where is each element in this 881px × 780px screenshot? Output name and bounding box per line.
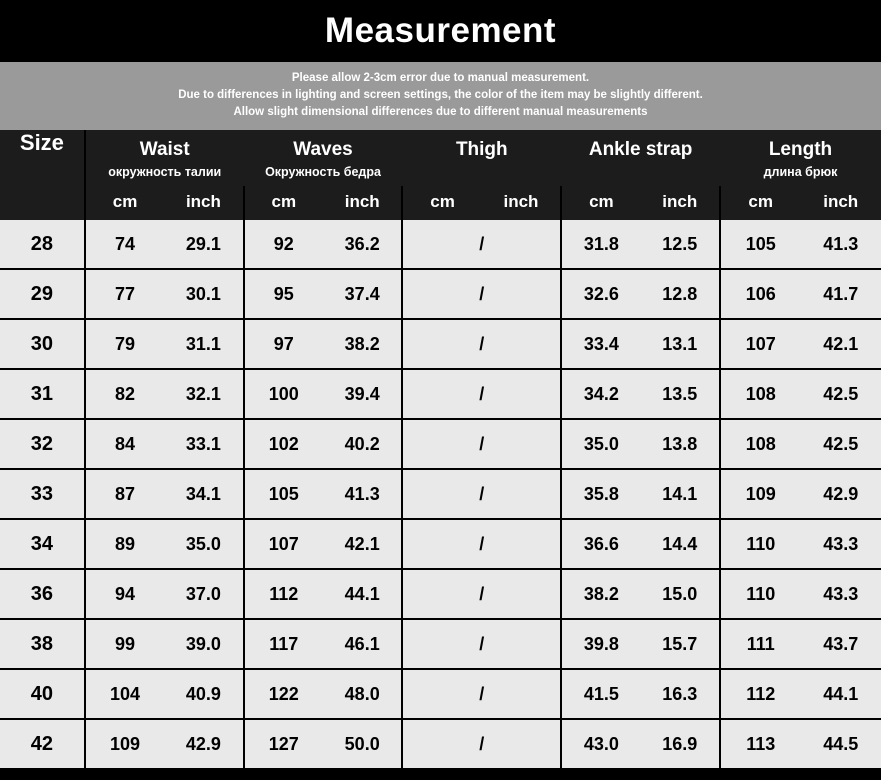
header-group-waist-sub: окружность талии — [108, 165, 222, 179]
table-row — [0, 469, 881, 519]
cell-waves-cm: 105 — [244, 469, 323, 519]
cell-length-inch: 44.1 — [800, 669, 881, 719]
cell-length-inch: 43.7 — [800, 619, 881, 669]
notes-band — [0, 62, 881, 130]
header-unit-row — [0, 186, 881, 220]
header-group-waves — [244, 130, 403, 186]
header-group-ankle-strap-sub — [561, 163, 720, 171]
cell-waves-inch: 40.2 — [323, 419, 402, 469]
cell-waist-inch: 29.1 — [164, 220, 243, 269]
cell-length-cm: 108 — [720, 369, 800, 419]
unit-thigh-cm: cm — [402, 186, 481, 220]
cell-waves-cm: 117 — [244, 619, 323, 669]
header-group-ankle-strap-title: Ankle strap — [588, 139, 693, 160]
cell-ankle-strap-inch: 13.5 — [641, 369, 720, 419]
cell-length-inch: 41.7 — [800, 269, 881, 319]
cell-length-inch: 42.9 — [800, 469, 881, 519]
cell-thigh: / — [402, 519, 561, 569]
note-line-3: Allow slight dimensional differences due to different manual measurements — [233, 106, 648, 118]
table-row — [0, 419, 881, 469]
cell-ankle-strap-cm: 33.4 — [561, 319, 640, 369]
cell-waves-cm: 107 — [244, 519, 323, 569]
cell-length-inch: 43.3 — [800, 569, 881, 619]
cell-waist-inch: 37.0 — [164, 569, 243, 619]
cell-size: 33 — [0, 469, 85, 519]
unit-length-inch: inch — [800, 186, 881, 220]
cell-thigh: / — [402, 719, 561, 768]
measurement-table — [0, 130, 881, 768]
cell-waves-inch: 37.4 — [323, 269, 402, 319]
header-group-waist — [85, 130, 244, 186]
cell-waves-inch: 39.4 — [323, 369, 402, 419]
cell-size: 30 — [0, 319, 85, 369]
cell-ankle-strap-cm: 34.2 — [561, 369, 640, 419]
cell-thigh: / — [402, 369, 561, 419]
cell-ankle-strap-inch: 13.8 — [641, 419, 720, 469]
cell-waist-cm: 74 — [85, 220, 164, 269]
cell-waist-cm: 89 — [85, 519, 164, 569]
cell-size: 36 — [0, 569, 85, 619]
table-row — [0, 319, 881, 369]
cell-thigh: / — [402, 269, 561, 319]
cell-thigh: / — [402, 569, 561, 619]
table-row — [0, 519, 881, 569]
cell-length-cm: 109 — [720, 469, 800, 519]
cell-waist-cm: 82 — [85, 369, 164, 419]
cell-thigh: / — [402, 469, 561, 519]
cell-size: 34 — [0, 519, 85, 569]
cell-waist-cm: 94 — [85, 569, 164, 619]
cell-thigh: / — [402, 220, 561, 269]
cell-size: 32 — [0, 419, 85, 469]
header-size: Size — [0, 130, 85, 220]
cell-waves-inch: 38.2 — [323, 319, 402, 369]
cell-ankle-strap-cm: 31.8 — [561, 220, 640, 269]
header-group-thigh-title: Thigh — [455, 139, 508, 160]
cell-waves-cm: 112 — [244, 569, 323, 619]
cell-ankle-strap-cm: 39.8 — [561, 619, 640, 669]
table-row — [0, 220, 881, 269]
cell-waves-cm: 97 — [244, 319, 323, 369]
cell-waist-inch: 40.9 — [164, 669, 243, 719]
unit-ankle-strap-inch: inch — [641, 186, 720, 220]
cell-waves-inch: 48.0 — [323, 669, 402, 719]
cell-ankle-strap-cm: 35.8 — [561, 469, 640, 519]
cell-waves-cm: 100 — [244, 369, 323, 419]
cell-ankle-strap-inch: 14.4 — [641, 519, 720, 569]
note-line-1: Please allow 2-3cm error due to manual measurement. — [291, 72, 590, 84]
header-group-length-sub: длина брюк — [763, 165, 838, 179]
unit-thigh-inch: inch — [482, 186, 561, 220]
header-group-length — [720, 130, 881, 186]
cell-waist-cm: 87 — [85, 469, 164, 519]
header-group-length-title: Length — [768, 139, 833, 160]
cell-waist-inch: 35.0 — [164, 519, 243, 569]
cell-waves-inch: 44.1 — [323, 569, 402, 619]
cell-length-cm: 110 — [720, 569, 800, 619]
cell-ankle-strap-inch: 14.1 — [641, 469, 720, 519]
table-row — [0, 719, 881, 768]
cell-waves-inch: 36.2 — [323, 220, 402, 269]
cell-length-cm: 106 — [720, 269, 800, 319]
cell-ankle-strap-inch: 15.7 — [641, 619, 720, 669]
cell-waist-inch: 31.1 — [164, 319, 243, 369]
header-group-thigh — [402, 130, 561, 186]
unit-length-cm: cm — [720, 186, 800, 220]
cell-length-cm: 110 — [720, 519, 800, 569]
header-group-waves-title: Waves — [293, 139, 353, 160]
header-group-thigh-sub — [402, 163, 561, 171]
cell-length-inch: 43.3 — [800, 519, 881, 569]
unit-waves-inch: inch — [323, 186, 402, 220]
unit-ankle-strap-cm: cm — [561, 186, 640, 220]
page-title: Measurement — [324, 11, 557, 50]
cell-waves-inch: 46.1 — [323, 619, 402, 669]
cell-size: 40 — [0, 669, 85, 719]
cell-ankle-strap-inch: 16.3 — [641, 669, 720, 719]
cell-size: 28 — [0, 220, 85, 269]
cell-ankle-strap-cm: 41.5 — [561, 669, 640, 719]
cell-waves-inch: 42.1 — [323, 519, 402, 569]
cell-ankle-strap-inch: 12.5 — [641, 220, 720, 269]
cell-length-cm: 112 — [720, 669, 800, 719]
cell-waist-cm: 84 — [85, 419, 164, 469]
cell-waist-cm: 99 — [85, 619, 164, 669]
cell-ankle-strap-cm: 38.2 — [561, 569, 640, 619]
cell-thigh: / — [402, 619, 561, 669]
cell-ankle-strap-inch: 13.1 — [641, 319, 720, 369]
cell-length-cm: 108 — [720, 419, 800, 469]
header-group-waist-title: Waist — [139, 139, 190, 160]
table-body — [0, 220, 881, 768]
cell-length-cm: 113 — [720, 719, 800, 768]
cell-waist-inch: 34.1 — [164, 469, 243, 519]
cell-waves-cm: 102 — [244, 419, 323, 469]
cell-ankle-strap-cm: 36.6 — [561, 519, 640, 569]
table-row — [0, 369, 881, 419]
table-row — [0, 569, 881, 619]
unit-waist-cm: cm — [85, 186, 164, 220]
unit-waist-inch: inch — [164, 186, 243, 220]
cell-waves-inch: 50.0 — [323, 719, 402, 768]
cell-waves-cm: 122 — [244, 669, 323, 719]
title-bar — [0, 0, 881, 62]
table-header — [0, 130, 881, 220]
cell-ankle-strap-cm: 35.0 — [561, 419, 640, 469]
cell-waist-inch: 30.1 — [164, 269, 243, 319]
table-row — [0, 619, 881, 669]
cell-length-inch: 42.5 — [800, 419, 881, 469]
note-line-2: Due to differences in lighting and screen settings, the color of the item may be slightly different. — [178, 89, 703, 101]
header-group-row — [0, 130, 881, 186]
cell-waist-inch: 42.9 — [164, 719, 243, 768]
cell-waist-cm: 104 — [85, 669, 164, 719]
header-group-ankle-strap — [561, 130, 720, 186]
cell-waist-cm: 109 — [85, 719, 164, 768]
cell-ankle-strap-inch: 16.9 — [641, 719, 720, 768]
cell-waves-inch: 41.3 — [323, 469, 402, 519]
cell-waist-cm: 79 — [85, 319, 164, 369]
cell-length-cm: 105 — [720, 220, 800, 269]
cell-waist-inch: 39.0 — [164, 619, 243, 669]
header-group-waves-sub: Окружность бедра — [265, 165, 381, 179]
cell-length-inch: 42.1 — [800, 319, 881, 369]
cell-length-cm: 107 — [720, 319, 800, 369]
cell-waves-cm: 95 — [244, 269, 323, 319]
cell-size: 31 — [0, 369, 85, 419]
cell-thigh: / — [402, 419, 561, 469]
cell-ankle-strap-inch: 15.0 — [641, 569, 720, 619]
cell-ankle-strap-cm: 32.6 — [561, 269, 640, 319]
table-row — [0, 669, 881, 719]
cell-length-inch: 41.3 — [800, 220, 881, 269]
cell-size: 38 — [0, 619, 85, 669]
unit-waves-cm: cm — [244, 186, 323, 220]
cell-waves-cm: 127 — [244, 719, 323, 768]
cell-waist-inch: 32.1 — [164, 369, 243, 419]
cell-size: 42 — [0, 719, 85, 768]
cell-length-inch: 42.5 — [800, 369, 881, 419]
cell-waist-cm: 77 — [85, 269, 164, 319]
cell-ankle-strap-cm: 43.0 — [561, 719, 640, 768]
cell-size: 29 — [0, 269, 85, 319]
cell-length-cm: 111 — [720, 619, 800, 669]
cell-thigh: / — [402, 319, 561, 369]
cell-waist-inch: 33.1 — [164, 419, 243, 469]
cell-waves-cm: 92 — [244, 220, 323, 269]
cell-thigh: / — [402, 669, 561, 719]
cell-ankle-strap-inch: 12.8 — [641, 269, 720, 319]
cell-length-inch: 44.5 — [800, 719, 881, 768]
table-row — [0, 269, 881, 319]
